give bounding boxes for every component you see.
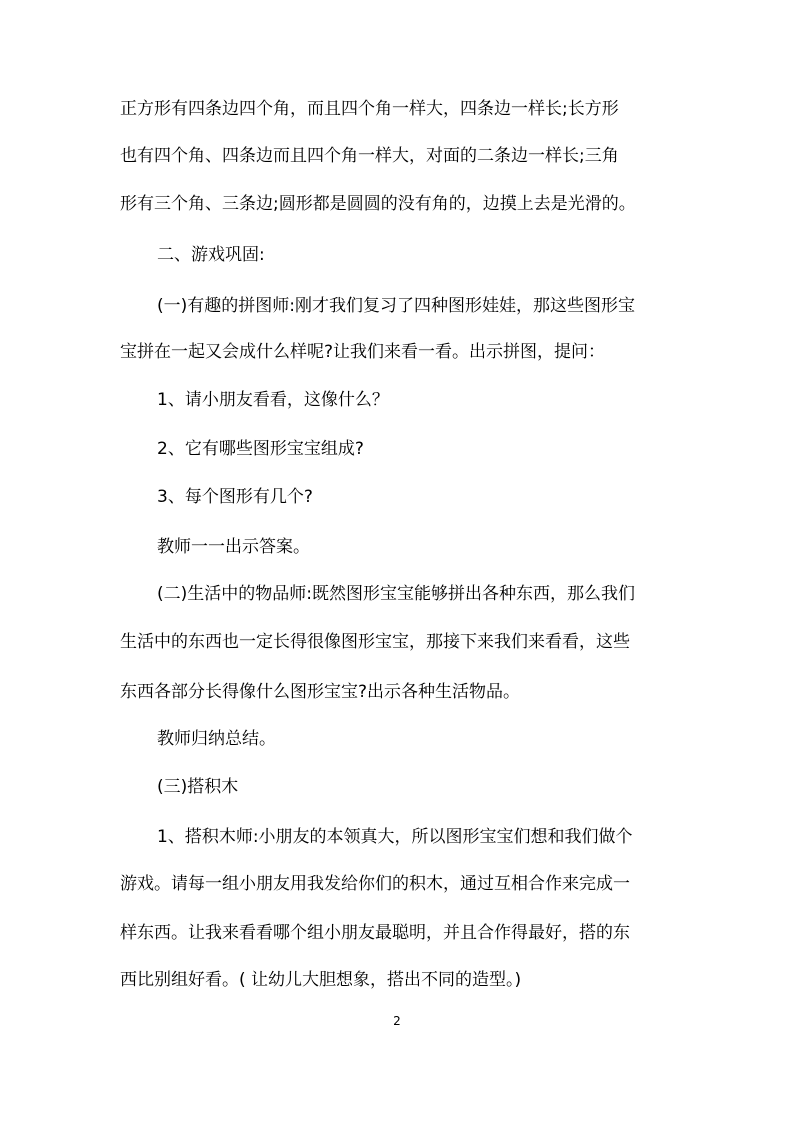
paragraph-line: 宝拼在一起又会成什么样呢?让我们来看一看。出示拼图，提问： — [120, 342, 606, 362]
section-heading: 二、游戏巩固: — [157, 245, 265, 265]
paragraph-line: (一)有趣的拼图师:刚才我们复习了四种图形娃娃，那这些图形宝 — [157, 296, 635, 316]
paragraph-line: 游戏。请每一组小朋友用我发给你们的积木，通过互相合作来完成一 — [120, 874, 630, 894]
paragraph-line: 西比别组好看。( 让幼儿大胆想象，搭出不同的造型。) — [120, 970, 522, 990]
list-item: 1、请小朋友看看，这像什么？ — [157, 390, 389, 410]
list-item: 3、每个图形有几个? — [157, 487, 313, 507]
section-heading: (三)搭积木 — [157, 777, 239, 797]
list-item: 2、它有哪些图形宝宝组成? — [157, 439, 364, 459]
paragraph-line: 也有四个角、四条边而且四个角一样大，对面的二条边一样长;三角 — [120, 146, 619, 166]
paragraph-line: 生活中的东西也一定长得很像图形宝宝，那接下来我们来看看，这些 — [120, 632, 630, 652]
paragraph-line: 正方形有四条边四个角，而且四个角一样大，四条边一样长;长方形 — [120, 99, 619, 119]
paragraph-line: 形有三个角、三条边;圆形都是圆圆的没有角的，边摸上去是光滑的。 — [120, 194, 636, 214]
paragraph-line: 东西各部分长得像什么图形宝宝?出示各种生活物品。 — [120, 682, 521, 702]
paragraph-line: 样东西。让我来看看哪个组小朋友最聪明，并且合作得最好，搭的东 — [120, 923, 630, 943]
page-number: 2 — [393, 1014, 401, 1028]
paragraph-line: (二)生活中的物品师:既然图形宝宝能够拼出各种东西，那么我们 — [157, 584, 635, 604]
paragraph-line: 1、搭积木师:小朋友的本领真大，所以图形宝宝们想和我们做个 — [157, 827, 633, 847]
paragraph-line: 教师归纳总结。 — [157, 729, 276, 749]
paragraph-line: 教师一一出示答案。 — [157, 537, 310, 557]
